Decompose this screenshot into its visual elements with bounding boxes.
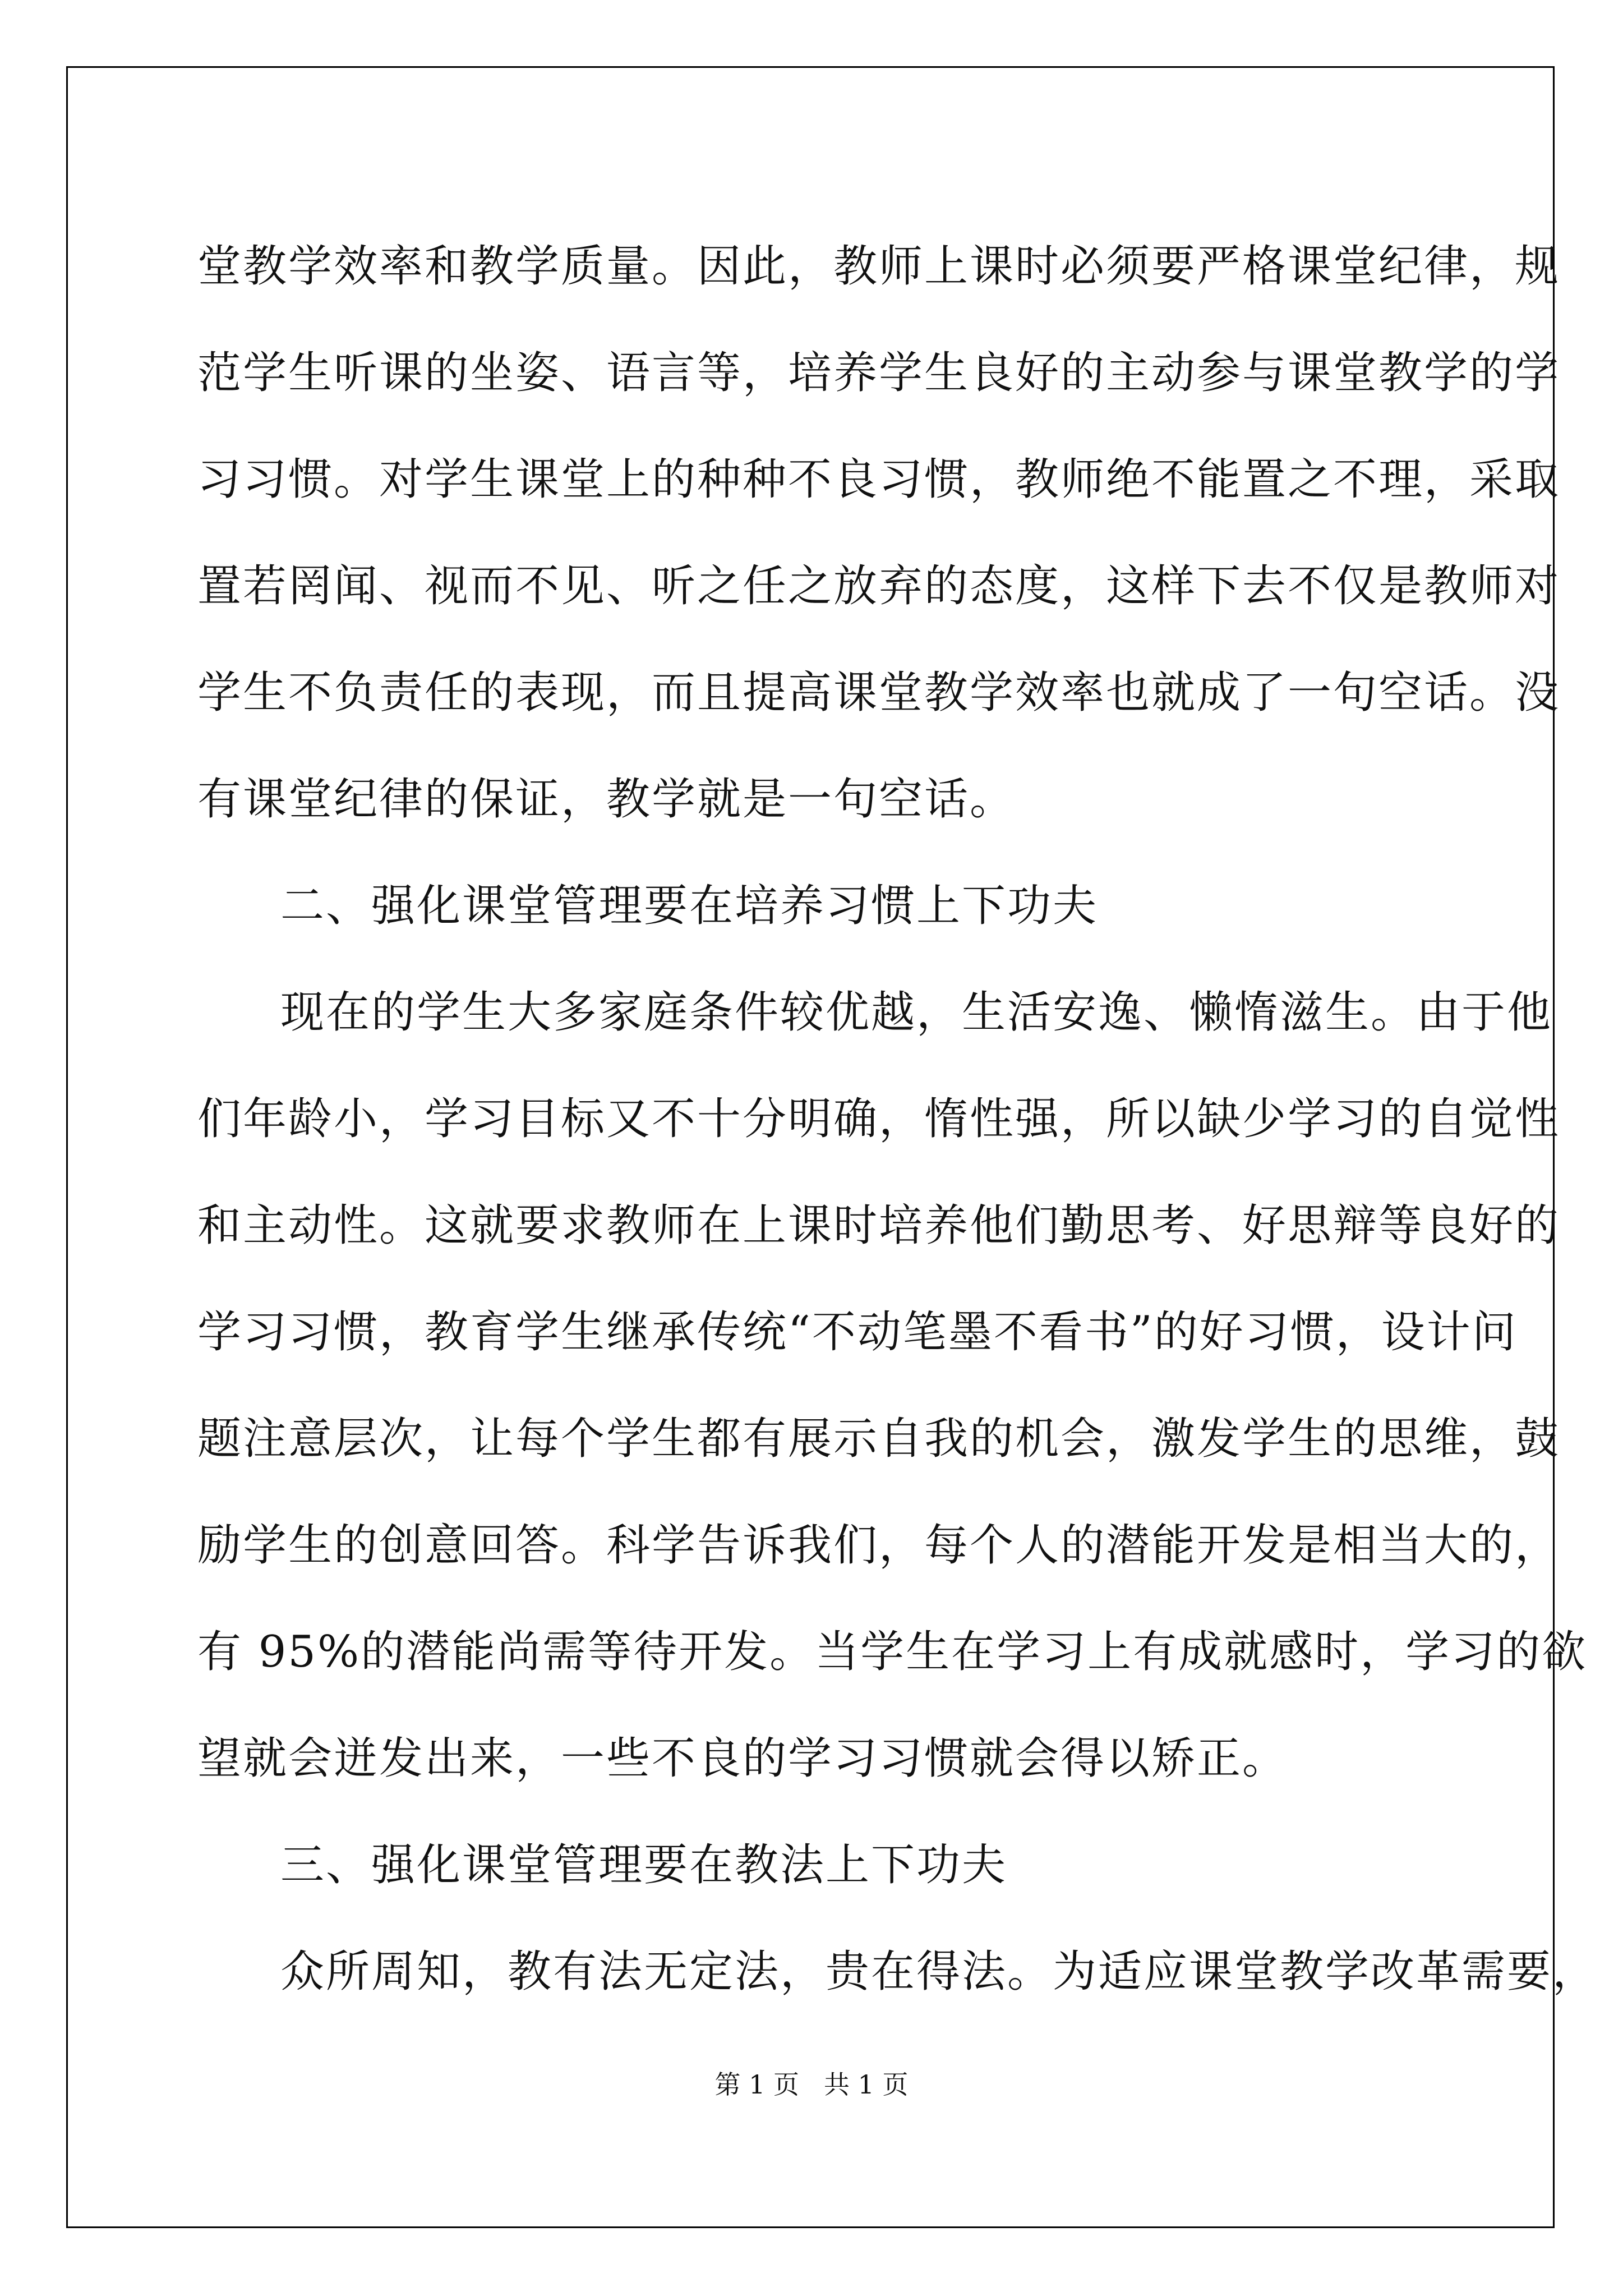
text-line: 题注意层次，让每个学生都有展示自我的机会，激发学生的思维，鼓 (197, 1414, 1561, 1464)
text-line: 习习惯。对学生课堂上的种种不良习惯，教师绝不能置之不理，采取 (197, 454, 1561, 505)
document-body (197, 213, 1598, 2025)
paragraph-start-line: 现在的学生大多家庭条件较优越，生活安逸、懒惰滋生。由于他 (280, 987, 1553, 1038)
text-line: 有课堂纪律的保证，教学就是一句空话。 (197, 774, 1016, 825)
text-line: 学生不负责任的表现，而且提高课堂教学效率也就成了一句空话。没 (197, 668, 1561, 718)
text-line: 望就会迸发出来，一些不良的学习习惯就会得以矫正。 (197, 1733, 1288, 1784)
text-line: 有 95%的潜能尚需等待开发。当学生在学习上有成就感时，学习的欲 (197, 1627, 1588, 1677)
text-line: 堂教学效率和教学质量。因此，教师上课时必须要严格课堂纪律，规 (197, 241, 1561, 292)
text-line: 学习习惯，教育学生继承传统“不动笔墨不看书”的好习惯，设计问 (197, 1307, 1518, 1358)
text-line: 范学生听课的坐姿、语言等，培养学生良好的主动参与课堂教学的学 (197, 348, 1561, 398)
text-line: 励学生的创意回答。科学告诉我们，每个人的潜能开发是相当大的， (197, 1520, 1561, 1571)
text-line: 置若罔闻、视而不见、听之任之放弃的态度，这样下去不仅是教师对 (197, 561, 1561, 611)
text-line: 和主动性。这就要求教师在上课时培养他们勤思考、好思辩等良好的 (197, 1200, 1561, 1251)
section-heading: 三、强化课堂管理要在教法上下功夫 (280, 1840, 1008, 1890)
page-number: 第 1 页 (714, 2069, 799, 2100)
text-line: 们年龄小，学习目标又不十分明确，惰性强，所以缺少学习的自觉性 (197, 1094, 1561, 1144)
page-footer (0, 2064, 1623, 2101)
paragraph-start-line: 众所周知，教有法无定法，贵在得法。为适应课堂教学改革需要， (280, 1947, 1598, 1997)
page-total: 共 1 页 (824, 2069, 909, 2100)
section-heading: 二、强化课堂管理要在培养习惯上下功夫 (280, 881, 1099, 931)
